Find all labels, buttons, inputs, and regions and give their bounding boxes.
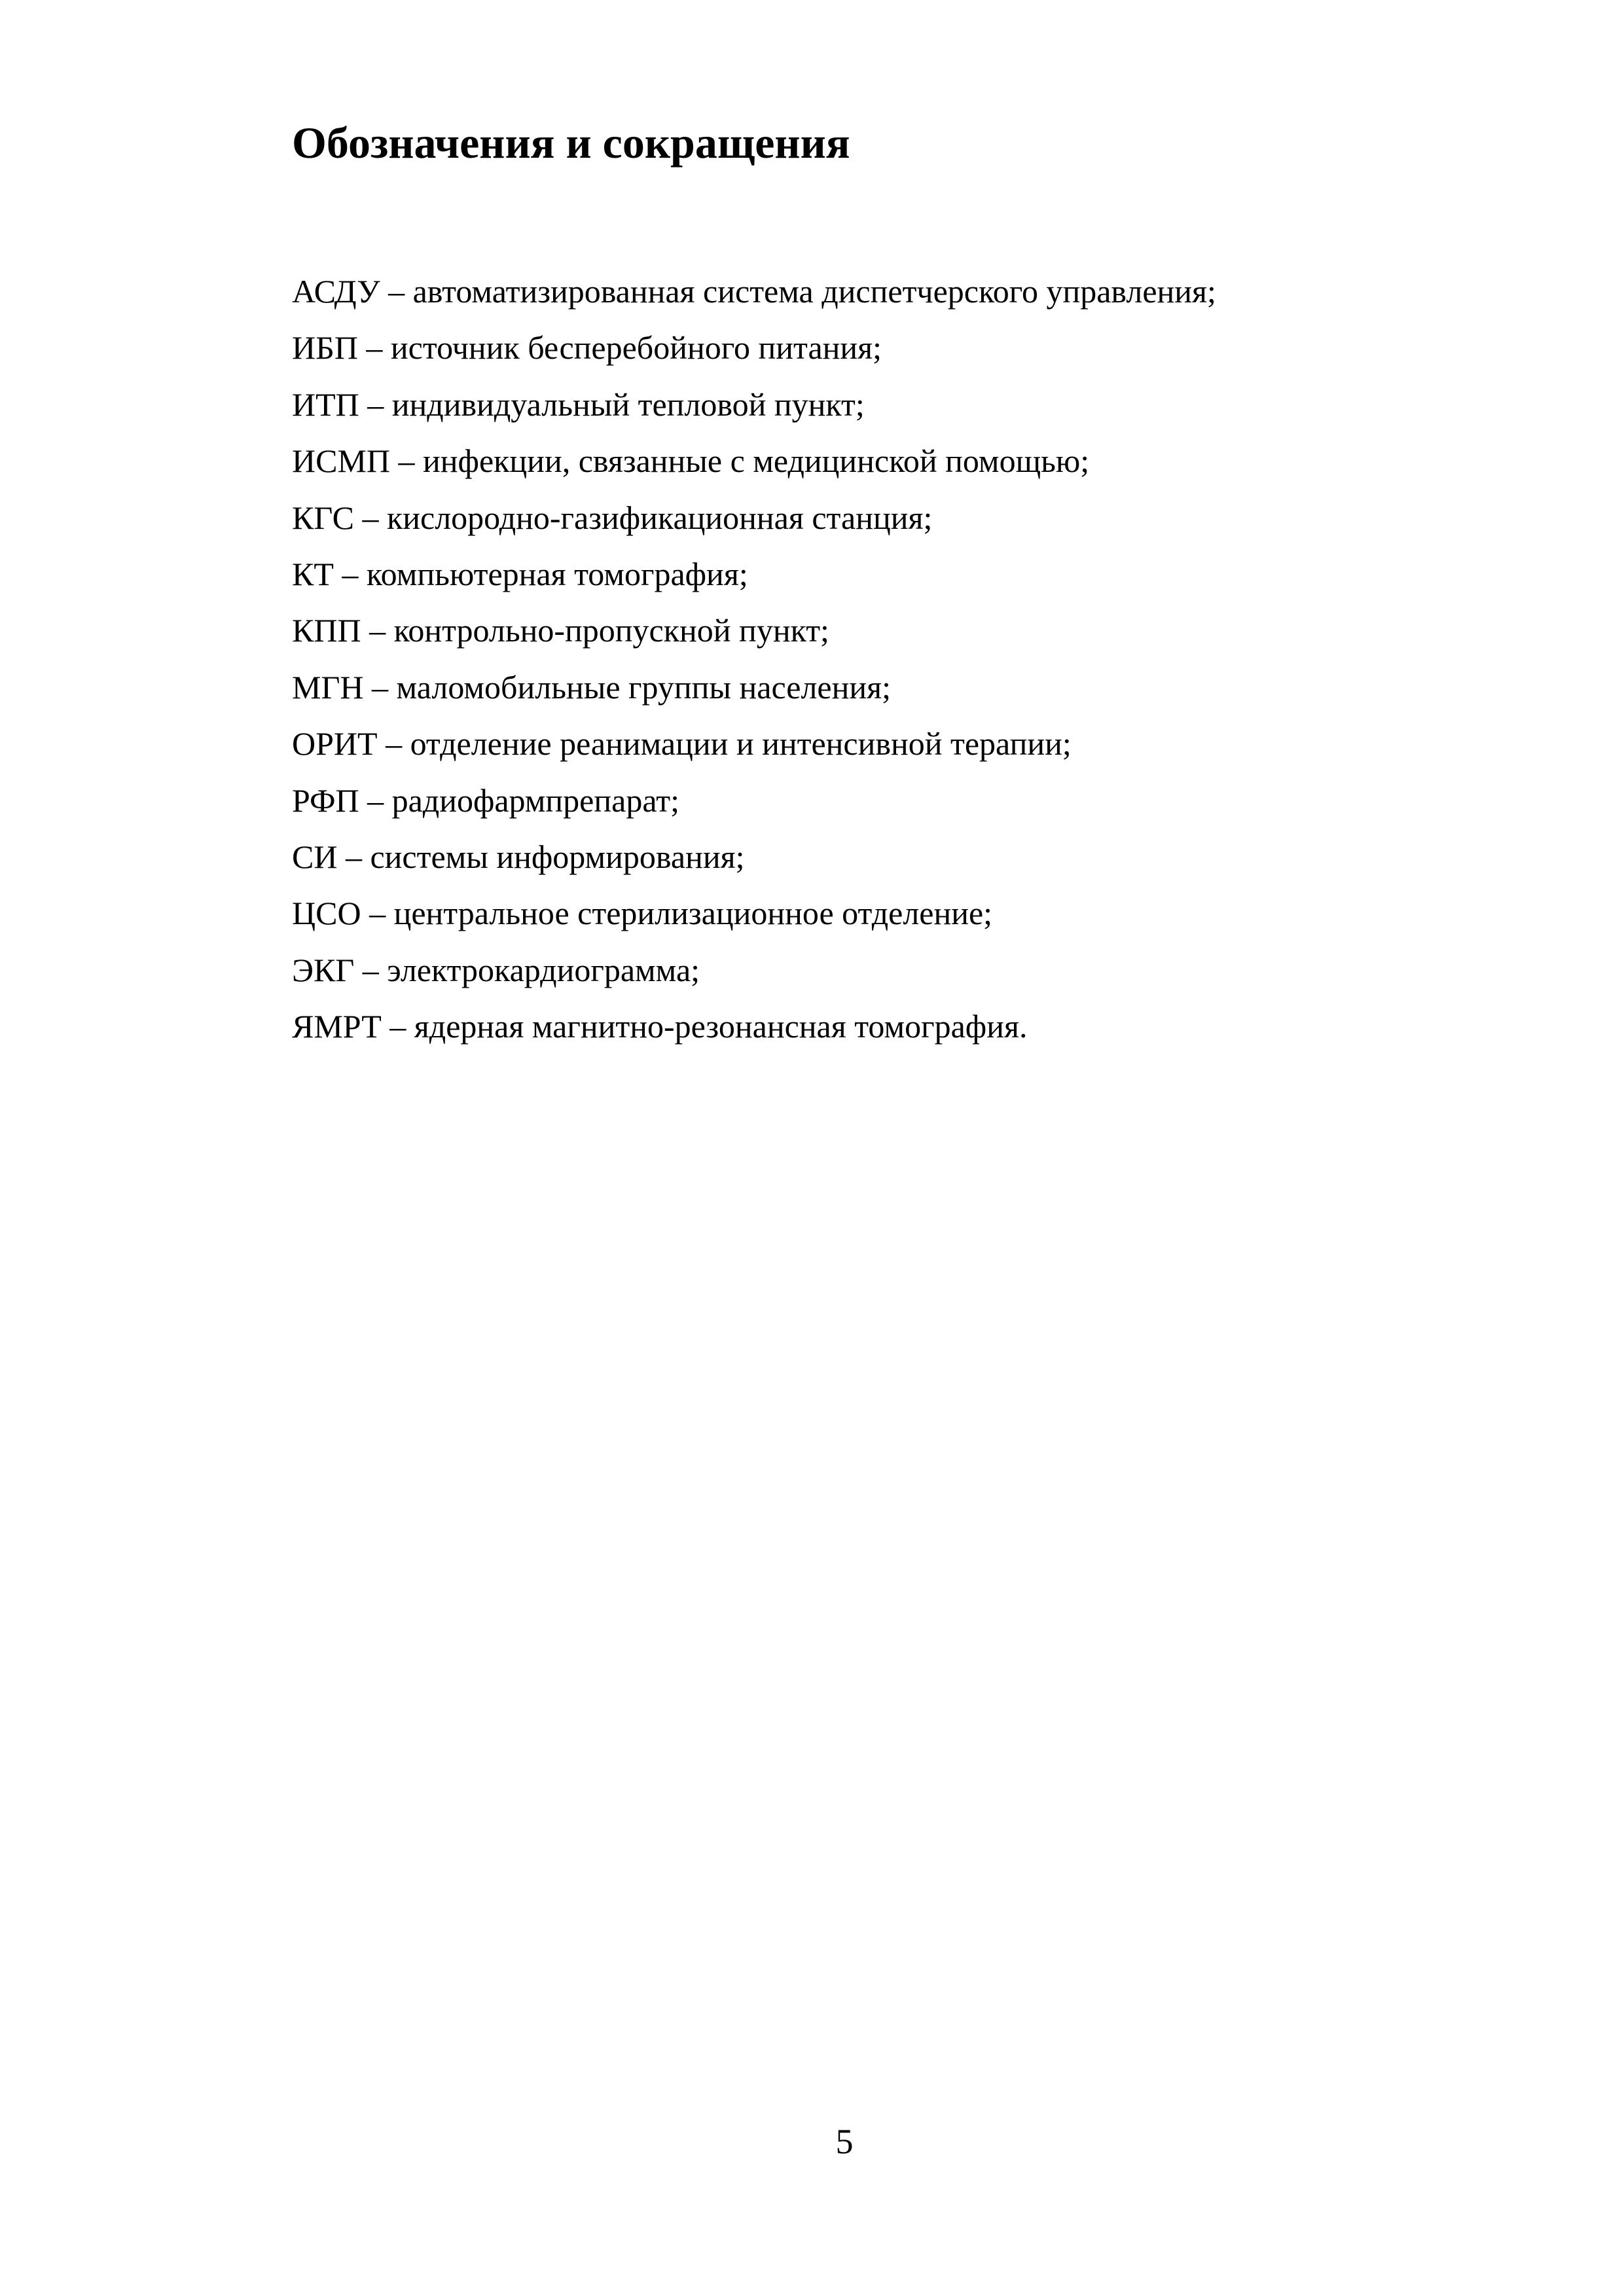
list-item: ЯМРТ – ядерная магнитно-резонансная томография.	[292, 1008, 1028, 1045]
list-item: ИСМП – инфекции, связанные с медицинской помощью;	[292, 442, 1090, 480]
page-number: 5	[835, 2122, 854, 2161]
list-item: КГС – кислородно-газификационная станция;	[292, 499, 933, 536]
list-item: ИТП – индивидуальный тепловой пункт;	[292, 386, 865, 423]
list-item: ИБП – источник бесперебойного питания;	[292, 329, 882, 367]
list-item: ОРИТ – отделение реанимации и интенсивной терапии;	[292, 725, 1072, 762]
list-item: ЭКГ – электрокардиограмма;	[292, 951, 700, 988]
list-item: ЦСО – центральное стерилизационное отделение;	[292, 895, 993, 932]
list-item: КПП – контрольно-пропускной пункт;	[292, 612, 829, 649]
list-item: АСДУ – автоматизированная система диспетчерского управления;	[292, 273, 1216, 310]
page-title: Обозначения и сокращения	[292, 118, 850, 168]
list-item: РФП – радиофармпрепарат;	[292, 781, 679, 819]
abbreviation-list	[292, 263, 1216, 1054]
list-item: МГН – маломобильные группы населения;	[292, 668, 891, 706]
list-item: СИ – системы информирования;	[292, 838, 745, 875]
list-item: КТ – компьютерная томография;	[292, 555, 748, 592]
